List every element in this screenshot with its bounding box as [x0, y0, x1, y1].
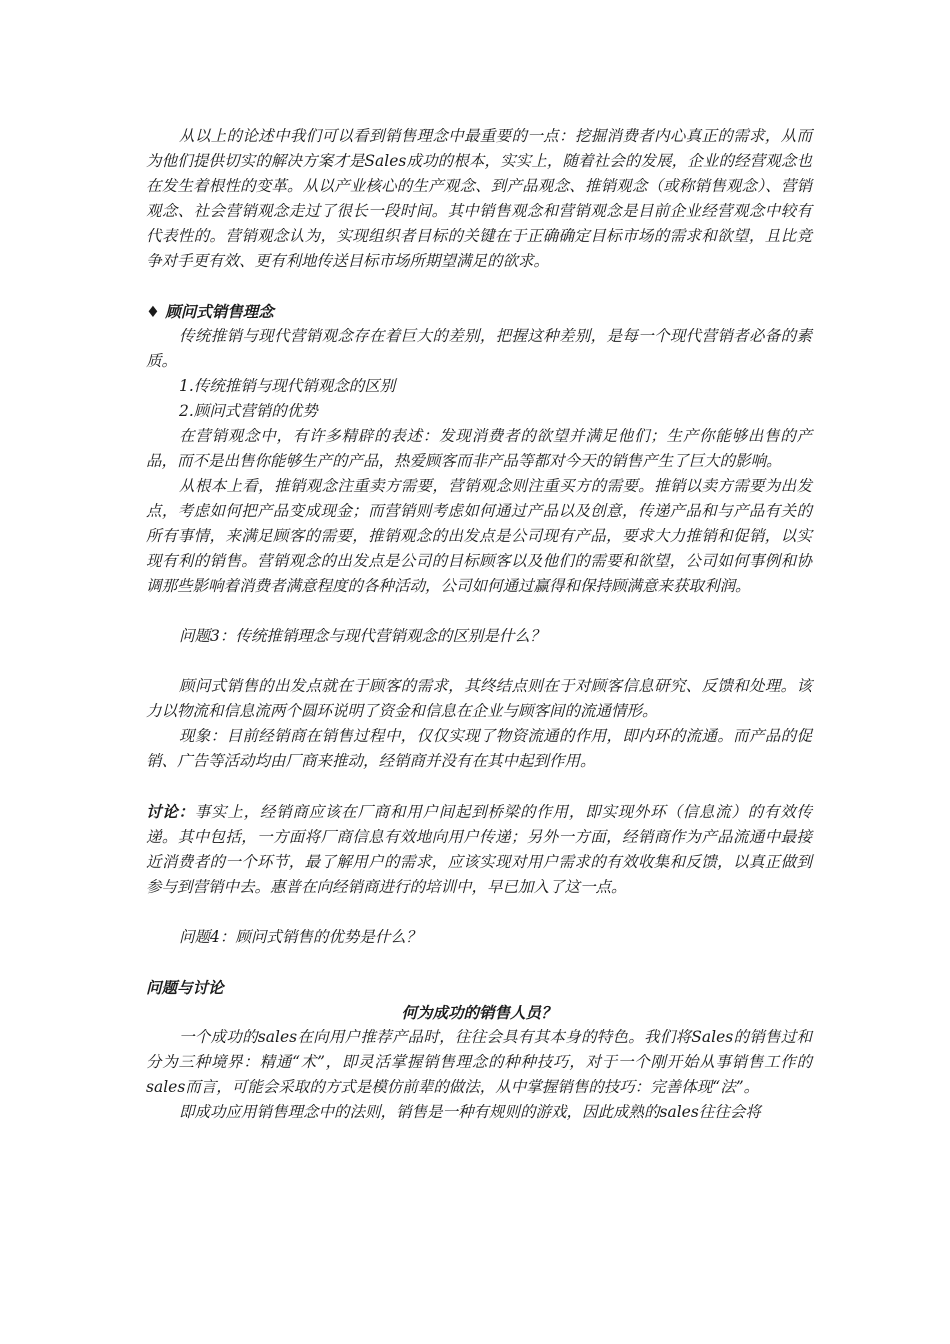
list-item-1: 1.传统推销与现代销观念的区别	[179, 377, 396, 395]
paragraph-fundamentals: 从根本上看，推销观念注重卖方需要，营销观念则注重买方的需要。推销以卖方需要为出发点，考虑如何把产品变成现金；而营销则考虑如何通过产品以及创意，传递产品和与产品有关的所有事情，来满足顾客的需要，推销观念的出发点是公司现有产品，要求大力推销和促销，以实现有利的销售。营销观念的出发点是公司的目标顾客以及他们的需要和欲望，公司如何事例和协调那些影响着消费者满意程度的各种活动，公司如何通过赢得和保持顾满意来获取利润。	[146, 477, 812, 595]
document-page	[146, 124, 812, 1125]
question-3: 问题3：传统推销理念与现代营销观念的区别是什么？	[179, 627, 546, 645]
paragraph-starting-point: 顾问式销售的出发点就在于顾客的需求，其终结点则在于对顾客信息研究、反馈和处理。该力以物流和信息流两个圆环说明了资金和信息在企业与顾客间的流通情形。	[146, 677, 812, 720]
paragraph-intro: 从以上的论述中我们可以看到销售理念中最重要的一点：挖掘消费者内心真正的需求，从而为他们提供切实的解决方案才是Sales成功的根本，实实上，随着社会的发展，企业的经营观念也在发生着根性的变革。从以产业核心的生产观念、到产品观念、推销观念（或称销售观念）、营销观念、社会营销观念走过了很长一段时间。其中销售观念和营销观念是目前企业经营观念中较有代表性的。营销观念认为，实现组织者目标的关键在于正确确定目标市场的需求和欲望，且比竞争对手更有效、更有利地传送目标市场所期望满足的欲求。	[146, 127, 812, 270]
question-4: 问题4：顾问式销售的优势是什么？	[179, 928, 422, 946]
paragraph-successful-sales: 一个成功的sales在向用户推荐产品时，往往会具有其本身的特色。我们将Sales的销售过和分为三种境界：精通“术”，即灵活掌握销售理念的种种技巧，对于一个刚开始从事销售工作的sales而言，可能会采取的方式是模仿前辈的做法，从中掌握销售的技巧：完善体现“法”。	[146, 1028, 812, 1096]
paragraph-marketing-concept: 在营销观念中，有许多精辟的表述：发现消费者的欲望并满足他们；生产你能够出售的产品，而不是出售你能够生产的产品，热爱顾客而非产品等都对今天的销售产生了巨大的影响。	[146, 427, 812, 470]
section-title-consultative-selling: ♦ 顾问式销售理念	[146, 302, 274, 321]
paragraph-rules: 即成功应用销售理念中的法则，销售是一种有规则的游戏，因此成熟的sales往往会将	[179, 1103, 761, 1121]
paragraph-difference: 传统推销与现代营销观念存在着巨大的差别，把握这种差别，是每一个现代营销者必备的素质。	[146, 327, 812, 370]
section-title-questions: 问题与讨论	[146, 978, 224, 997]
list-item-2: 2.顾问式营销的优势	[179, 402, 318, 420]
discussion-label: 讨论：	[146, 802, 195, 821]
discussion-text: 事实上，经销商应该在厂商和用户间起到桥梁的作用，即实现外环（信息流）的有效传递。其中包括，一方面将厂商信息有效地向用户传递；另外一方面，经销商作为产品流通中最接近消费者的一个环节，最了解用户的需求，应该实现对用户需求的有效收集和反馈，以真正做到参与到营销中去。惠普在向经销商进行的培训中，早已加入了这一点。	[146, 803, 812, 896]
paragraph-discussion	[146, 799, 812, 900]
paragraph-phenomenon: 现象：目前经销商在销售过程中，仅仅实现了物资流通的作用，即内环的流通。而产品的促销、广告等活动均由厂商来推动，经销商并没有在其中起到作用。	[146, 727, 812, 770]
centered-title: 何为成功的销售人员？	[401, 1003, 557, 1022]
